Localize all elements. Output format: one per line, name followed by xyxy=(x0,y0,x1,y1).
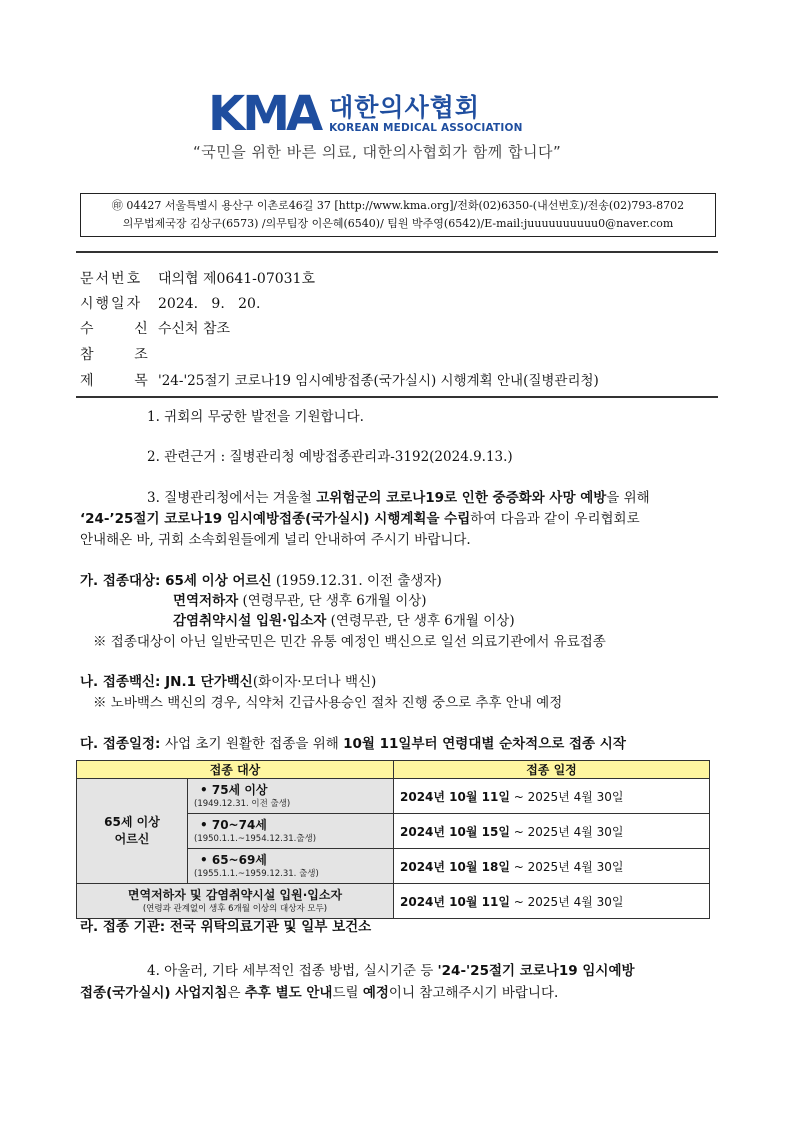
end-date: ~ 2025년 4월 30일 xyxy=(509,824,624,839)
start-date: 2024년 10월 15일 xyxy=(400,824,510,839)
target-seniors: 65세 이상 어르신 xyxy=(165,573,272,589)
section-vaccine-label: 나. 접종백신: xyxy=(80,674,166,690)
reference-label: 참 조 xyxy=(80,347,150,363)
slogan: “국민을 위한 바른 의료, 대한의사협회가 함께 합니다” xyxy=(193,143,562,161)
logo-letter-m: M xyxy=(242,86,290,142)
section-schedule-text: 사업 초기 원활한 접종을 위해 xyxy=(165,736,344,752)
birth-range: (1950.1.1.~1954.12.31.출생) xyxy=(194,833,317,844)
end-date: ~ 2025년 4월 30일 xyxy=(509,789,624,804)
doc-number: 대의협 제0641-07031호 xyxy=(158,271,315,287)
p4-text-a: 4. 아울러, 기타 세부적인 접종 방법, 실시기준 등 xyxy=(147,963,438,979)
issue-date: 2024. 9. 20. xyxy=(158,296,261,312)
age-cell xyxy=(188,779,394,814)
kma-logo-mark xyxy=(208,86,324,142)
p3-text-a: 3. 질병관리청에서는 겨울철 xyxy=(147,490,317,506)
header-divider xyxy=(76,251,718,253)
section-target-line-2 xyxy=(173,592,427,610)
recipient: 수신처 참조 xyxy=(158,321,231,337)
subject-row xyxy=(80,372,599,390)
start-date: 2024년 10월 11일 xyxy=(400,894,510,909)
kma-logo xyxy=(208,86,523,142)
doc-number-label: 문서번호 xyxy=(80,271,143,287)
p4-text-d: 은 xyxy=(227,985,245,1001)
recipient-row xyxy=(80,320,230,338)
paragraph-3-line-3: 안내해온 바, 귀회 소속회원들에게 널리 안내하여 주시기 바랍니다. xyxy=(80,532,471,548)
start-date: 2024년 10월 11일 xyxy=(400,789,510,804)
meta-divider xyxy=(76,396,718,398)
p3-text-c: 을 위해 xyxy=(606,490,650,506)
p4-text-h: 이니 참고해주시기 바랍니다. xyxy=(388,985,559,1001)
end-date: ~ 2025년 4월 30일 xyxy=(509,894,624,909)
paragraph-2: 2. 관련근거 : 질병관리청 예방접종관리과-3192(2024.9.13.) xyxy=(147,449,513,465)
target-facility-residents-detail: (연령무관, 단 생후 6개월 이상) xyxy=(326,613,515,629)
paragraph-1: 1. 귀회의 무궁한 발전을 기원합니다. xyxy=(147,409,364,425)
schedule-cell xyxy=(394,814,710,849)
age-cell xyxy=(188,849,394,884)
special-group-label: 면역저하자 및 감염취약시설 입원·입소자 xyxy=(127,887,343,902)
schedule-cell xyxy=(394,779,710,814)
table-header-row xyxy=(77,761,710,779)
logo-letter-a: A xyxy=(285,86,324,142)
section-schedule-line xyxy=(80,735,626,753)
org-name-block xyxy=(329,94,522,135)
age-cell xyxy=(188,814,394,849)
table-row xyxy=(77,884,710,919)
group-label-line-1: 65세 이상 xyxy=(104,815,160,829)
p4-bold-e: 추후 별도 안내 xyxy=(244,985,333,1001)
header-schedule: 접종 일정 xyxy=(394,761,710,779)
vaccine-makers: (화이자·모더나 백신) xyxy=(252,674,377,690)
section-institution: 라. 접종 기관: 전국 위탁의료기관 및 일부 보건소 xyxy=(80,919,372,935)
age-range: • 65~69세 xyxy=(200,852,267,867)
section-schedule-bold: 10월 11일부터 연령대별 순차적으로 접종 시작 xyxy=(343,736,626,752)
org-name-english: KOREAN MEDICAL ASSOCIATION xyxy=(329,122,523,134)
date-label: 시행일자 xyxy=(80,296,143,312)
paragraph-4-line-1 xyxy=(147,962,635,980)
contact-address-line: ㊞ 04427 서울특별시 용산구 이촌로46길 37 [http://www.kma.org]/전화(02)6350-(내선번호)/전송(02)793-8702 xyxy=(111,199,685,212)
p3-bold-b: ‘24-’25절기 코로나19 임시예방접종(국가실시) 시행계획을 수립 xyxy=(80,511,471,527)
group-label-line-2: 어르신 xyxy=(114,832,150,846)
table-row xyxy=(77,779,710,814)
section-vaccine-note: ※ 노바백스 백신의 경우, 식약처 긴급사용승인 절차 진행 중으로 추후 안내 예정 xyxy=(93,695,563,711)
vaccine-name: JN.1 단가백신 xyxy=(165,674,253,690)
section-target-line-3 xyxy=(173,612,515,630)
target-seniors-detail: (1959.12.31. 이전 출생자) xyxy=(271,573,442,589)
recipient-label: 수 신 xyxy=(80,321,150,337)
p3-text-e: 하여 다음과 같이 우리협회로 xyxy=(470,511,640,527)
p4-bold-g: 예정 xyxy=(362,985,389,1001)
end-date: ~ 2025년 4월 30일 xyxy=(509,859,624,874)
special-group-note: (연령과 관계없이 생후 6개월 이상의 대상자 모두) xyxy=(142,903,328,914)
header-target: 접종 대상 xyxy=(77,761,394,779)
paragraph-3-line-1 xyxy=(147,489,650,507)
schedule-cell xyxy=(394,884,710,919)
section-target-note: ※ 접종대상이 아닌 일반국민은 민간 유통 예정인 백신으로 일선 의료기관에서 유료접종 xyxy=(93,634,606,650)
age-range: • 75세 이상 xyxy=(200,782,268,797)
p4-bold-b: '24-'25절기 코로나19 임시예방 xyxy=(437,963,635,979)
section-target-line-1 xyxy=(80,572,442,590)
target-immunocompromised: 면역저하자 xyxy=(173,593,239,609)
target-facility-residents: 감염취약시설 입원·입소자 xyxy=(173,613,327,629)
section-schedule-label: 다. 접종일정: xyxy=(80,736,166,752)
org-name: 대한의사협회 xyxy=(329,93,481,122)
schedule-table xyxy=(76,760,710,919)
logo-letter-k: K xyxy=(208,86,243,142)
birth-range: (1949.12.31. 이전 출생) xyxy=(194,798,291,809)
special-group-cell xyxy=(77,884,394,919)
subject: '24-'25절기 코로나19 임시예방접종(국가실시) 시행계획 안내(질병관리청) xyxy=(158,373,599,389)
contact-staff-line: 의무법제국장 김상구(6573) /의무팀장 이은혜(6540)/ 팀원 박주영(6542)/E-mail:juuuuuuuuuu0@naver.com xyxy=(122,217,674,230)
paragraph-4-line-2 xyxy=(80,984,558,1002)
target-immunocompromised-detail: (연령무관, 단 생후 6개월 이상) xyxy=(238,593,427,609)
doc-number-row xyxy=(80,270,315,288)
date-row xyxy=(80,295,260,313)
section-vaccine-line xyxy=(80,673,376,691)
p4-text-f: 드릴 xyxy=(332,985,363,1001)
subject-label: 제 목 xyxy=(80,373,150,389)
reference-row xyxy=(80,346,158,364)
p4-bold-c: 접종(국가실시) 사업지침 xyxy=(80,985,228,1001)
birth-range: (1955.1.1.~1959.12.31. 출생) xyxy=(194,868,319,879)
contact-box xyxy=(80,193,716,237)
age-range: • 70~74세 xyxy=(200,817,267,832)
start-date: 2024년 10월 18일 xyxy=(400,859,510,874)
p3-bold-a: 고위험군의 코로나19로 인한 중증화와 사망 예방 xyxy=(316,490,607,506)
seniors-group-cell xyxy=(77,779,188,884)
paragraph-3-line-2 xyxy=(80,510,640,528)
schedule-cell xyxy=(394,849,710,884)
section-target-label: 가. 접종대상: xyxy=(80,573,166,589)
